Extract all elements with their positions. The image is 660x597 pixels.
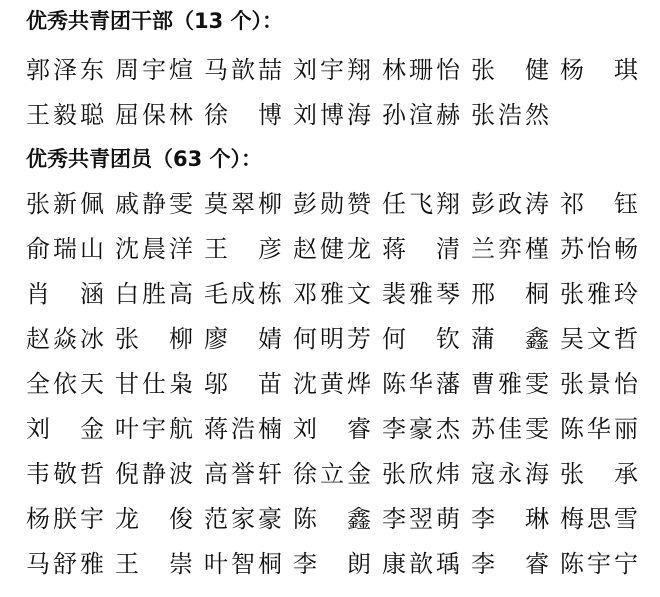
person-name: 屈 保 林 (115, 101, 193, 129)
person-name: 高 誉 轩 (204, 460, 282, 488)
person-name: 寇 永 海 (471, 460, 549, 488)
person-name: 全 依 天 (26, 370, 104, 398)
person-name: 祁 钰 (560, 190, 638, 218)
person-name: 张 柳 (115, 325, 193, 353)
members-row (26, 366, 638, 402)
person-name: 徐 立 金 (293, 460, 371, 488)
person-name: 孙 渲 赫 (382, 101, 460, 129)
person-name: 邬 苗 (204, 370, 282, 398)
person-name: 何 钦 (382, 325, 460, 353)
person-name: 王 彦 (204, 235, 282, 263)
person-name: 蒋 清 (382, 235, 460, 263)
person-name: 毛 成 栋 (204, 280, 282, 308)
person-name: 韦 敬 哲 (26, 460, 104, 488)
person-name: 张 欣 炜 (382, 460, 460, 488)
person-name: 李 翌 萌 (382, 505, 460, 533)
person-name: 叶 智 桐 (204, 550, 282, 578)
members-heading: 优秀共青团员（63 个）： (26, 147, 263, 171)
person-name: 刘 宇 翔 (293, 56, 371, 84)
person-name: 莫 翠 柳 (204, 190, 282, 218)
person-name: 沈 黄 烨 (293, 370, 371, 398)
person-name: 廖 婧 (204, 325, 282, 353)
person-name: 陈 宇 宁 (560, 550, 638, 578)
person-name: 兰 弈 槿 (471, 235, 549, 263)
person-name: 张 新 佩 (26, 190, 104, 218)
person-name: 赵 焱 冰 (26, 325, 104, 353)
person-name: 范 家 豪 (204, 505, 282, 533)
person-name: 邓 雅 文 (293, 280, 371, 308)
person-name: 俞 瑞 山 (26, 235, 104, 263)
person-name: 王 崇 (115, 550, 193, 578)
members-row (26, 321, 638, 357)
person-name: 张 雅 玲 (560, 280, 638, 308)
person-name: 倪 静 波 (115, 460, 193, 488)
person-name: 刘 金 (26, 415, 104, 443)
person-name: 张 浩 然 (471, 101, 549, 129)
person-name: 林 珊 怡 (382, 56, 460, 84)
person-name: 邢 桐 (471, 280, 549, 308)
person-name: 杨 琪 (560, 56, 638, 84)
person-name: 陈 鑫 (293, 505, 371, 533)
person-name: 梅 思 雪 (560, 505, 638, 533)
person-name: 彭 勋 赞 (293, 190, 371, 218)
person-name: 苏 怡 畅 (560, 235, 638, 263)
person-name: 任 飞 翔 (382, 190, 460, 218)
cadres-heading: 优秀共青团干部（13 个）： (26, 9, 284, 33)
members-row (26, 276, 638, 312)
person-name: 蒲 鑫 (471, 325, 549, 353)
members-row (26, 411, 638, 447)
person-name: 苏 佳 雯 (471, 415, 549, 443)
person-name: 杨 朕 宇 (26, 505, 104, 533)
person-name: 赵 健 龙 (293, 235, 371, 263)
person-name: 陈 华 丽 (560, 415, 638, 443)
person-name: 李 琳 (471, 505, 549, 533)
person-name: 叶 宇 航 (115, 415, 193, 443)
person-name: 郭 泽 东 (26, 56, 104, 84)
members-row (26, 501, 638, 537)
person-name: 龙 俊 (115, 505, 193, 533)
members-row (26, 231, 638, 267)
members-row (26, 186, 638, 222)
person-name: 徐 博 (204, 101, 282, 129)
person-name: 刘 博 海 (293, 101, 371, 129)
person-name: 刘 睿 (293, 415, 371, 443)
person-name: 陈 华 藩 (382, 370, 460, 398)
person-name: 张 承 (560, 460, 638, 488)
person-name: 周 宇 煊 (115, 56, 193, 84)
cadres-row (26, 52, 638, 88)
cadres-row (26, 97, 549, 133)
person-name: 肖 涵 (26, 280, 104, 308)
members-row (26, 456, 638, 492)
person-name: 马 舒 雅 (26, 550, 104, 578)
members-row (26, 546, 638, 582)
person-name: 张 景 怡 (560, 370, 638, 398)
person-name: 蒋 浩 楠 (204, 415, 282, 443)
person-name: 裴 雅 琴 (382, 280, 460, 308)
person-name: 曹 雅 雯 (471, 370, 549, 398)
person-name: 李 朗 (293, 550, 371, 578)
person-name: 康 歆 瑀 (382, 550, 460, 578)
person-name: 吴 文 哲 (560, 325, 638, 353)
person-name: 李 睿 (471, 550, 549, 578)
person-name: 张 健 (471, 56, 549, 84)
person-name: 彭 政 涛 (471, 190, 549, 218)
person-name: 甘 仕 枭 (115, 370, 193, 398)
person-name: 马 歆 喆 (204, 56, 282, 84)
person-name: 戚 静 雯 (115, 190, 193, 218)
person-name: 王 毅 聪 (26, 101, 104, 129)
person-name: 何 明 芳 (293, 325, 371, 353)
person-name: 白 胜 高 (115, 280, 193, 308)
person-name: 李 豪 杰 (382, 415, 460, 443)
person-name: 沈 晨 洋 (115, 235, 193, 263)
